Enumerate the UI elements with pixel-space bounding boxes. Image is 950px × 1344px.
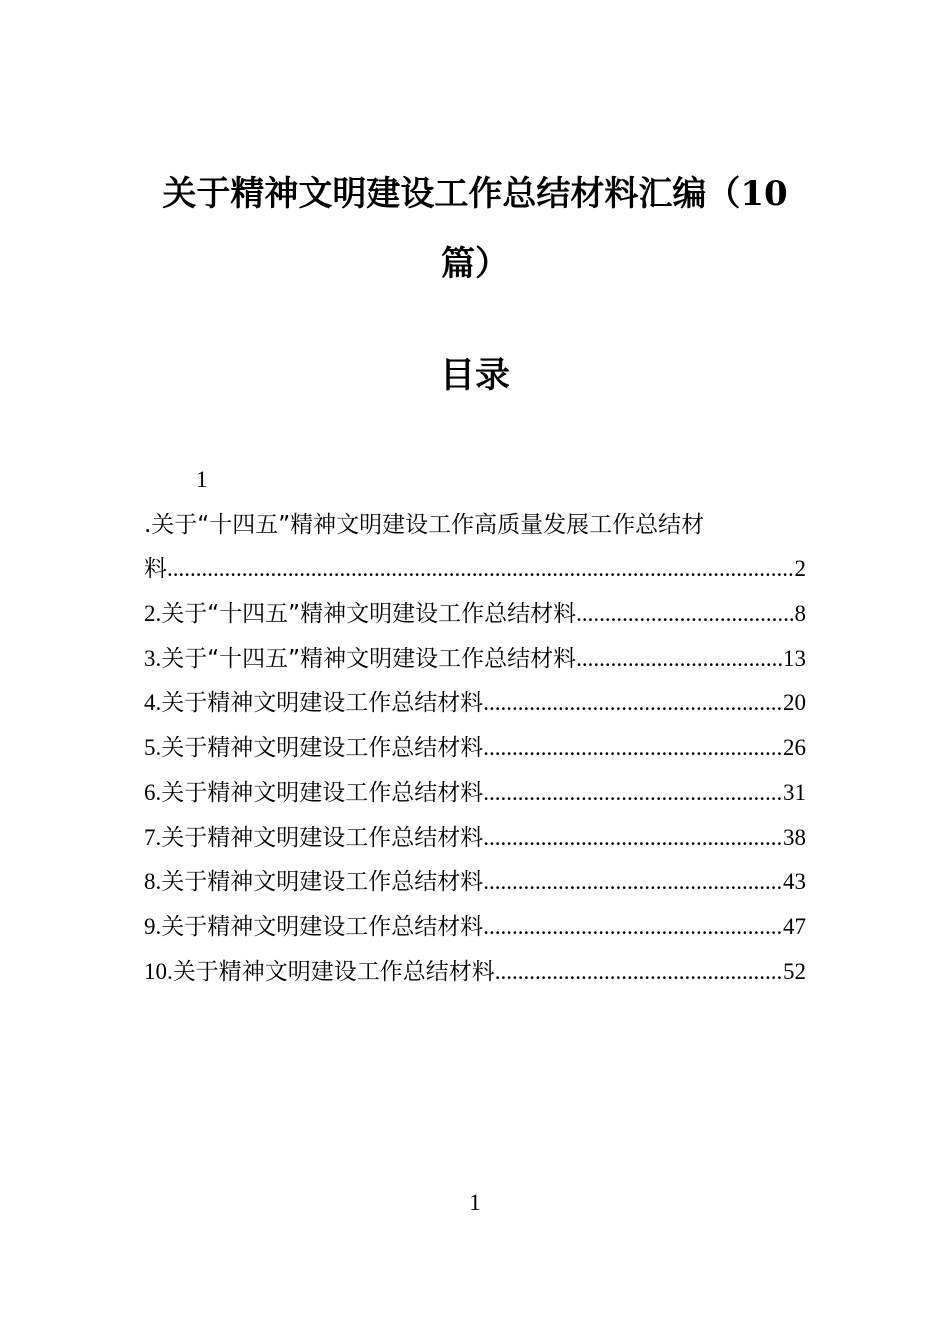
toc-item-text: .关于“十四五”精神文明建设工作高质量发展工作总结材 xyxy=(144,511,705,538)
toc-item-number: 1 xyxy=(196,467,208,492)
toc-heading: 目录 xyxy=(439,355,510,396)
toc-item-number: 9. xyxy=(144,913,162,939)
toc-item-page: 52 xyxy=(783,958,806,984)
toc-leader-dots xyxy=(483,726,783,771)
toc-item-page: 26 xyxy=(783,735,806,761)
toc-item-page: 31 xyxy=(783,779,806,805)
toc-item-1[interactable] xyxy=(144,458,806,592)
toc-item-number: 2. xyxy=(144,601,162,627)
toc-item-number: 7. xyxy=(144,824,162,850)
toc-leader-dots xyxy=(483,771,783,816)
toc-item-page: 38 xyxy=(783,824,806,850)
toc-item-1-line-2 xyxy=(144,547,806,592)
toc-item-text: 关于精神文明建设工作总结材料 xyxy=(161,913,484,940)
toc-item-3[interactable] xyxy=(144,637,806,682)
toc-item-text: 关于精神文明建设工作总结材料 xyxy=(161,690,484,717)
document-title-line-2: 篇） xyxy=(441,244,509,284)
toc-item-text: 关于精神文明建设工作总结材料 xyxy=(161,869,484,896)
toc-leader-dots xyxy=(495,950,783,995)
toc-item-1-line-1 xyxy=(144,503,806,548)
toc-leader-dots xyxy=(576,592,794,637)
toc-item-page: 13 xyxy=(783,645,806,671)
toc-leader-dots xyxy=(483,816,783,861)
toc-item-text: 关于“十四五”精神文明建设工作总结材料 xyxy=(161,601,577,628)
toc-item-number: 4. xyxy=(144,690,162,716)
toc-item-page: 8 xyxy=(794,601,806,627)
toc-item-8[interactable] xyxy=(144,860,806,905)
toc-item-2[interactable] xyxy=(144,592,806,637)
toc-leader-dots xyxy=(576,637,783,682)
toc-item-text: 关于精神文明建设工作总结材料 xyxy=(172,958,495,985)
document-title-line-1: 关于精神文明建设工作总结材料汇编（10 xyxy=(162,174,788,214)
toc-item-number: 6. xyxy=(144,779,162,805)
toc-leader-dots xyxy=(483,860,783,905)
toc-item-6[interactable] xyxy=(144,771,806,816)
toc-item-page: 2 xyxy=(794,556,806,582)
toc-item-number: 3. xyxy=(144,645,162,671)
toc-item-5[interactable] xyxy=(144,726,806,771)
page-number: 1 xyxy=(469,1190,481,1215)
toc-item-text: 关于精神文明建设工作总结材料 xyxy=(161,824,484,851)
toc-item-page: 43 xyxy=(783,869,806,895)
toc-leader-dots xyxy=(483,905,783,950)
toc-item-text: 关于“十四五”精神文明建设工作总结材料 xyxy=(161,645,577,672)
toc-leader-dots xyxy=(483,681,783,726)
toc-item-text: 关于精神文明建设工作总结材料 xyxy=(161,779,484,806)
toc-item-4[interactable] xyxy=(144,681,806,726)
toc-item-9[interactable] xyxy=(144,905,806,950)
table-of-contents xyxy=(144,458,806,994)
toc-item-text: 料 xyxy=(144,556,167,583)
toc-item-number: 5. xyxy=(144,735,162,761)
toc-leader-dots xyxy=(167,547,795,592)
toc-item-page: 20 xyxy=(783,690,806,716)
toc-item-number: 10. xyxy=(144,958,173,984)
toc-item-10[interactable] xyxy=(144,950,806,995)
toc-item-7[interactable] xyxy=(144,816,806,861)
toc-item-text: 关于精神文明建设工作总结材料 xyxy=(161,735,484,762)
toc-item-number: 8. xyxy=(144,869,162,895)
toc-item-page: 47 xyxy=(783,913,806,939)
